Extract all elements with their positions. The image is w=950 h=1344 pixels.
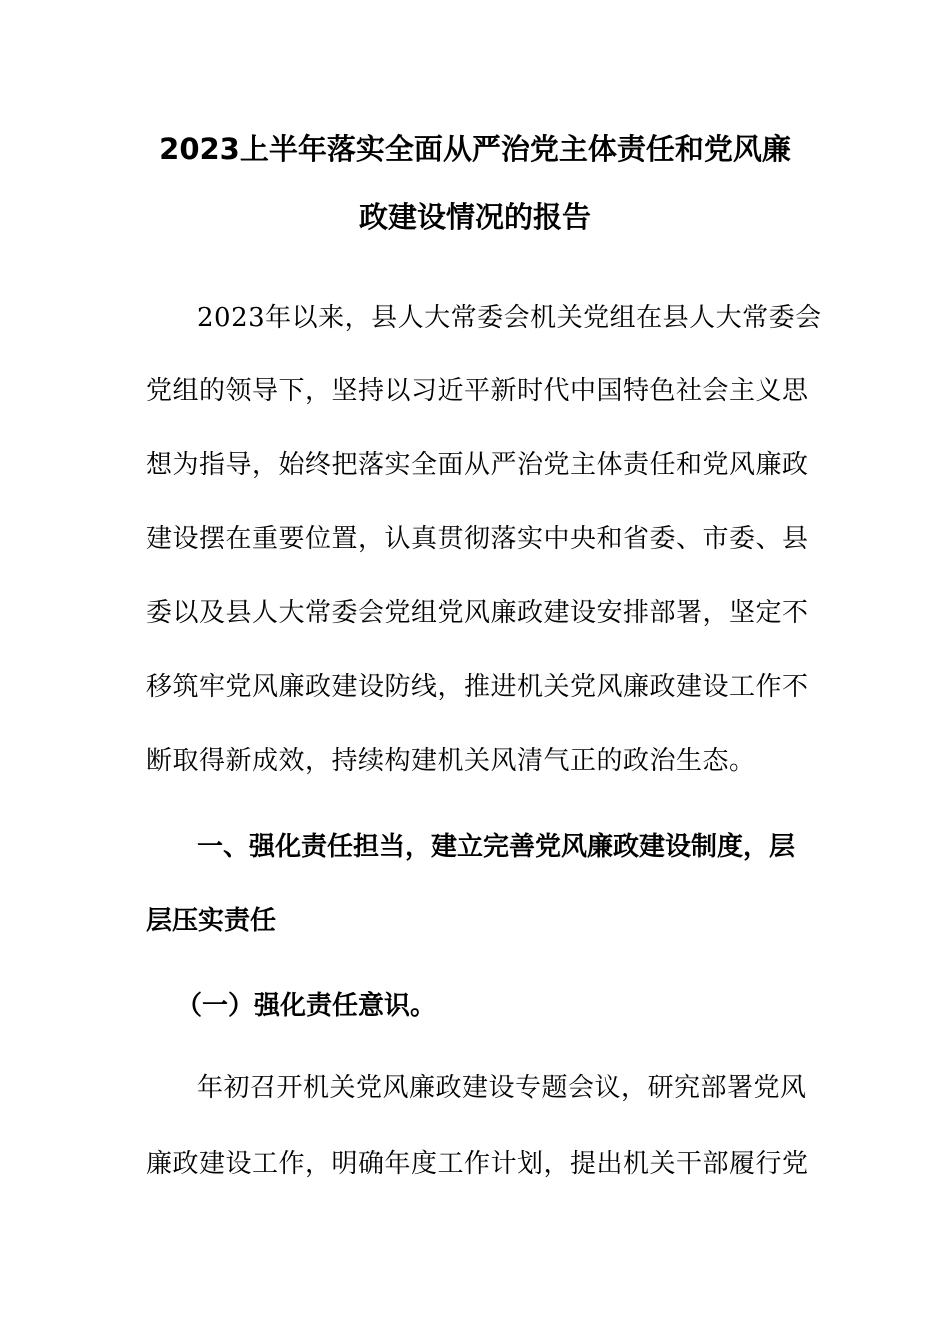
intro-paragraph-line: 想为指导，始终把落实全面从严治党主体责任和党风廉政 — [146, 450, 809, 480]
document-title-line-1: 2023上半年落实全面从严治党主体责任和党风廉 — [159, 132, 791, 166]
section-heading-line-2: 层压实责任 — [146, 906, 277, 936]
intro-paragraph-line: 党组的领导下，坚持以习近平新时代中国特色社会主义思 — [146, 376, 809, 406]
intro-paragraph-line: 移筑牢党风廉政建设防线，推进机关党风廉政建设工作不 — [146, 672, 809, 702]
document-title-line-2: 政建设情况的报告 — [358, 200, 591, 234]
intro-paragraph-line: 断取得新成效，持续构建机关风清气正的政治生态。 — [146, 746, 756, 776]
intro-paragraph-line: 委以及县人大常委会党组党风廉政建设安排部署，坚定不 — [146, 598, 809, 628]
subsection-heading: （一）强化责任意识。 — [176, 991, 437, 1021]
intro-paragraph-line: 建设摆在重要位置，认真贯彻落实中央和省委、市委、县 — [146, 524, 809, 554]
intro-paragraph-line: 2023年以来，县人大常委会机关党组在县人大常委会 — [197, 303, 822, 333]
section-heading-line-1: 一、强化责任担当，建立完善党风廉政建设制度，层 — [197, 832, 796, 862]
body-paragraph-line: 廉政建设工作，明确年度工作计划，提出机关干部履行党 — [146, 1149, 809, 1179]
body-paragraph-line: 年初召开机关党风廉政建设专题会议，研究部署党风 — [197, 1073, 807, 1103]
